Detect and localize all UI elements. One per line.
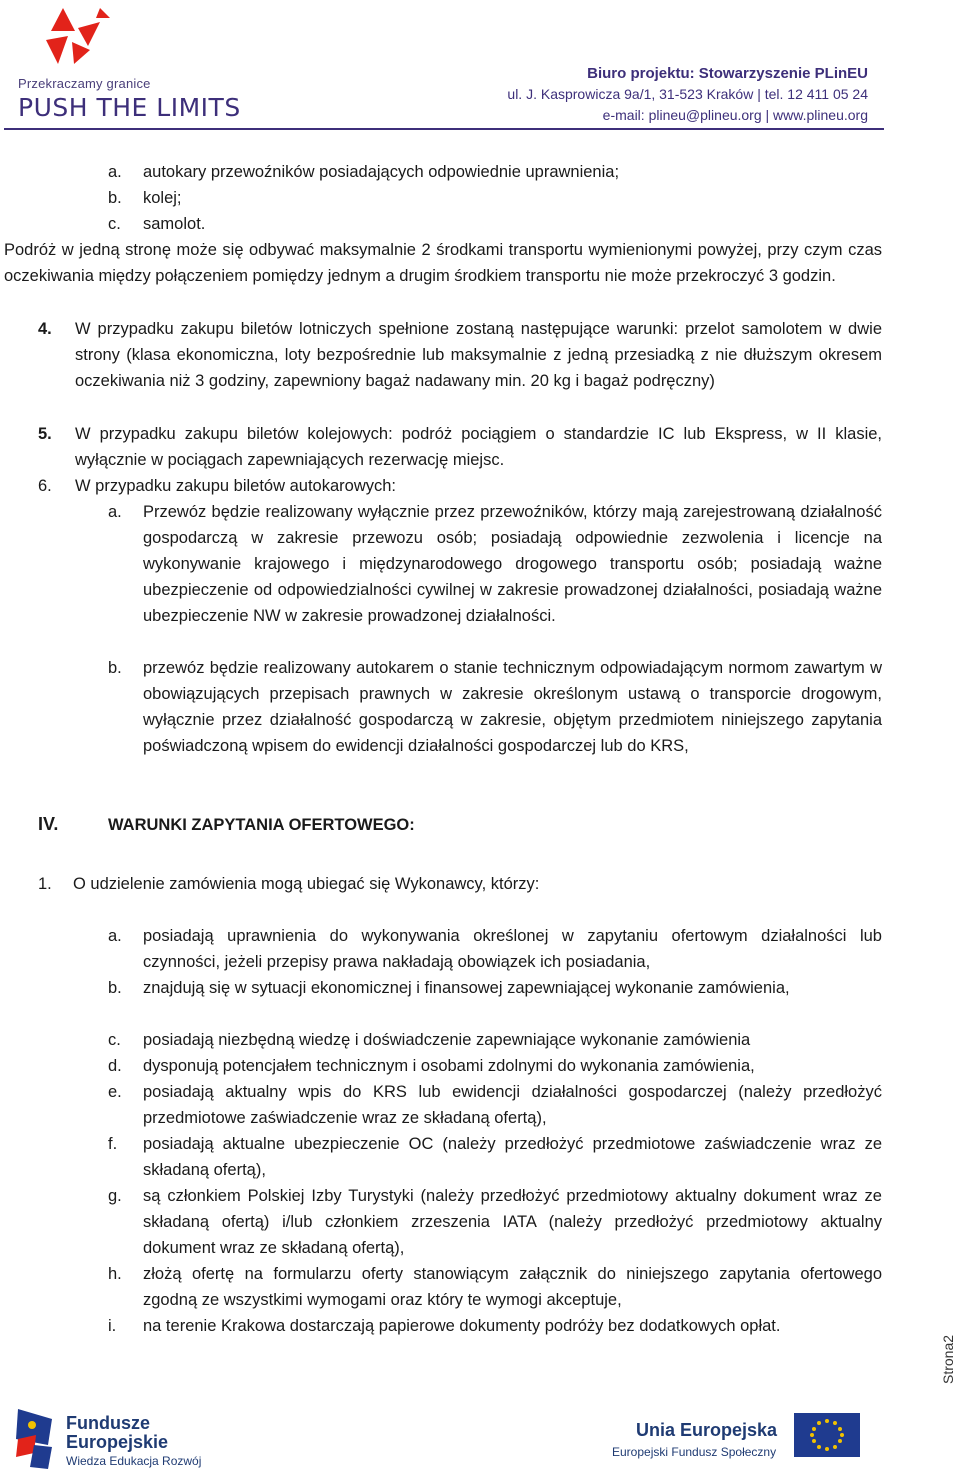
- item-text: W przypadku zakupu biletów autokarowych:: [75, 477, 396, 495]
- list-label: c.: [108, 1031, 121, 1049]
- list-label: b.: [108, 189, 122, 207]
- item-text: W przypadku zakupu biletów kolejowych: podróż pociągiem o standardzie IC lub Ekspress, w II klasie, wyłącznie w pociągach zapewniających rezerwację miejsc.: [75, 425, 882, 469]
- header-divider: [4, 128, 884, 130]
- list-item: są członkiem Polskiej Izby Turystyki (należy przedłożyć przedmiotowy aktualny dokument wraz ze składaną ofertą) i/lub członkiem zrzeszenia IATA (należy przedłożyć przedmiotowy aktualny dokument wraz ze składaną ofertą),: [143, 1187, 882, 1257]
- item-text: O udzielenie zamówienia mogą ubiegać się Wykonawcy, którzy:: [73, 875, 540, 893]
- fe-line2: Europejskie: [66, 1432, 169, 1452]
- item-number: 1.: [38, 875, 52, 893]
- list-item: posiadają aktualne ubezpieczenie OC (należy przedłożyć przedmiotowe zaświadczenie wraz ze składaną ofertą),: [143, 1135, 882, 1179]
- page-number: Strona2: [940, 1334, 956, 1384]
- list-item: znajdują się w sytuacji ekonomicznej i finansowej zapewniającej wykonanie zamówienia,: [143, 979, 790, 997]
- list-label: a.: [108, 163, 122, 181]
- list-item: przewóz będzie realizowany autokarem o stanie technicznym odpowiadającym normom zawartym w obowiązujących przepisach prawnych w zakresie określonym ustawą o transporcie drogowym, wyłącznie przez działalność gospodarczą w zakresie, objętym przedmiotem niniejszego zapytania poświadczoną wpisem do ewidencji działalności gospodarczej lub do KRS,: [143, 659, 882, 755]
- list-label: c.: [108, 215, 121, 233]
- list-label: a.: [108, 927, 122, 945]
- eu-line2: Europejski Fundusz Społeczny: [612, 1445, 777, 1459]
- logo-tagline: Przekraczamy granice: [18, 76, 151, 91]
- office-info: [448, 63, 868, 126]
- list-label: b.: [108, 659, 122, 677]
- list-label: e.: [108, 1083, 122, 1101]
- item-number: 5.: [38, 425, 52, 443]
- list-item: samolot.: [143, 215, 206, 233]
- logo-main: PUSH THE LIMITS: [18, 93, 241, 122]
- item-text: W przypadku zakupu biletów lotniczych spełnione zostaną następujące warunki: przelot samolotem w dwie strony (klasa ekonomiczna, loty bezpośrednie lub maksymalnie z jedną przesiadką z nie dłuższym okresem oczekiwania niż 3 godziny, zapewniony bagaż nadawany min. 20 kg i bagaż podręczny): [75, 320, 882, 390]
- office-contact: e-mail: plineu@plineu.org | www.plineu.org: [602, 107, 868, 123]
- list-item: kolej;: [143, 189, 182, 207]
- section-title: WARUNKI ZAPYTANIA OFERTOWEGO:: [108, 816, 415, 834]
- fundusze-europejskie-logo-icon: [12, 1405, 56, 1473]
- list-item: posiadają uprawnienia do wykonywania określonej w zapytaniu ofertowym działalności lub czynności, jeżeli przepisy prawa nakładają obowiązek ich posiadania,: [143, 927, 882, 971]
- list-item: Przewóz będzie realizowany wyłącznie przez przewoźników, którzy mają zarejestrowaną działalność gospodarczą w zakresie przewozu osób; posiadają odpowiednie zezwolenia i licencje na wykonywanie krajowego i międzynarodowego drogowego transportu osób; posiadają ważne ubezpieczenie od odpowiedzialności cywilnej w zakresie prowadzonej działalności, posiadają ważne ubezpieczenie NW w zakresie prowadzonej działalności.: [143, 503, 882, 625]
- item-number: 4.: [38, 320, 52, 338]
- list-item: posiadają niezbędną wiedzę i doświadczenie zapewniające wykonanie zamówienia: [143, 1031, 751, 1049]
- list-label: d.: [108, 1057, 122, 1075]
- fe-line1: Fundusze: [66, 1413, 150, 1433]
- office-address: ul. J. Kasprowicza 9a/1, 31-523 Kraków | tel. 12 411 05 24: [507, 86, 868, 102]
- office-title: Biuro projektu: Stowarzyszenie PLinEU: [587, 65, 868, 82]
- item-number: 6.: [38, 477, 52, 495]
- list-item: posiadają aktualny wpis do KRS lub ewidencji działalności gospodarczej (należy przedłożyć przedmiotowe zaświadczenie wraz ze składaną ofertą),: [143, 1083, 882, 1127]
- list-item: autokary przewoźników posiadających odpowiednie uprawnienia;: [143, 163, 620, 181]
- list-label: a.: [108, 503, 122, 521]
- list-item: dysponują potencjałem technicznym i osobami zdolnymi do wykonania zamówienia,: [143, 1057, 755, 1075]
- eu-line1: Unia Europejska: [636, 1420, 778, 1440]
- eu-flag-icon: [794, 1413, 860, 1457]
- list-label: h.: [108, 1265, 122, 1283]
- list-label: i.: [108, 1317, 117, 1335]
- travel-paragraph: Podróż w jedną stronę może się odbywać maksymalnie 2 środkami transportu wymienionymi powyżej, przy czym czas oczekiwania między połączeniem pomiędzy jednym a drugim środkiem transportu nie może przekroczyć 3 godzin.: [4, 241, 882, 285]
- list-item: na terenie Krakowa dostarczają papierowe dokumenty podróży bez dodatkowych opłat.: [143, 1317, 781, 1335]
- list-label: b.: [108, 979, 122, 997]
- fe-line3: Wiedza Edukacja Rozwój: [66, 1454, 202, 1468]
- list-item: złożą ofertę na formularzu oferty stanowiącym załącznik do niniejszego zapytania ofertowego zgodną ze wszystkimi wymogami oraz który te wymogi akceptuje,: [143, 1265, 882, 1309]
- list-label: f.: [108, 1135, 118, 1153]
- section-number: IV.: [38, 814, 59, 834]
- star-logo-icon: [38, 6, 118, 68]
- list-label: g.: [108, 1187, 122, 1205]
